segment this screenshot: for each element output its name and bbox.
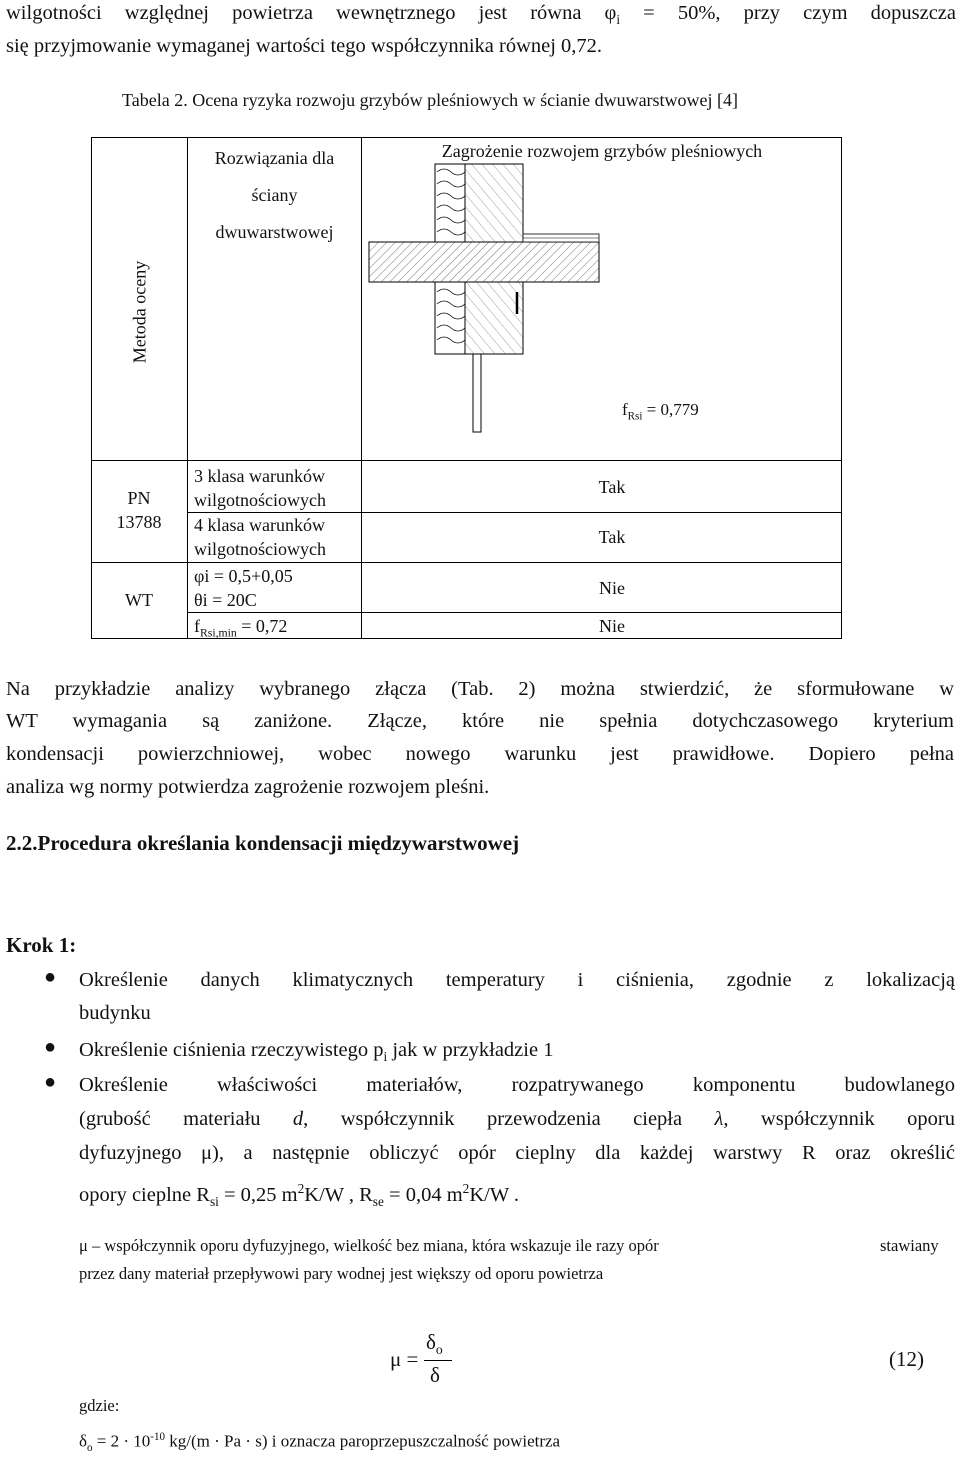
fraction-bar: [424, 1360, 452, 1361]
row-4-result: Nie: [599, 616, 625, 636]
bullet-3-line-1: Określenie właściwości materiałów, rozpatrywanego komponentu budowlanego: [79, 1074, 955, 1096]
bullet-3-line-2: (grubość materiału d, współczynnik przewodzenia ciepła λ, współczynnik oporu: [79, 1108, 955, 1130]
intro-line-1: wilgotności względnej powietrza wewnętrznego jest równa $\varphi_i = 50\%$, przy czym dopuszcza: [6, 2, 956, 28]
bullet-3-line-4: opory cieplne $R_{si} = 0,25$ $m^2K/W$ , $R_{se} = 0,04$ $m^2K/W$ .: [79, 1181, 520, 1209]
note-line-1-tail: stawiany: [880, 1236, 939, 1255]
formula-denominator: δ: [430, 1363, 440, 1387]
note-line-2: przez dany materiał przepływowi pary wodnej jest większy od oporu powietrza: [79, 1264, 604, 1283]
row-3-result: Nie: [599, 578, 625, 598]
paragraph-line-1: Na przykładzie analizy wybranego złącza (Tab. 2) można stwierdzić, że sformułowane w: [6, 678, 954, 700]
masonry-upper: [465, 164, 523, 242]
where-definition: $\delta_o = 2 \cdot 10^{-10}$ kg/(m · Pa · s) i oznacza paroprzepuszczalność powietrza: [79, 1431, 561, 1455]
floor-slab: [369, 242, 599, 282]
bullet-2: Określenie ciśnienia rzeczywistego $p_i$ jak w przykładzie 1: [79, 1039, 554, 1065]
formula-lhs: μ =: [390, 1347, 419, 1371]
formula-numerator: $\delta_o$: [426, 1330, 443, 1358]
table-caption: Tabela 2. Ocena ryzyka rozwoju grzybów pleśniowych w ścianie dwuwarstwowej [4]: [122, 90, 739, 110]
paragraph-line-4: analiza wg normy potwierdza zagrożenie rozwojem pleśni.: [6, 776, 490, 798]
row-2-condition: 4 klasa warunków wilgotnościowych: [194, 515, 326, 559]
row-2-result: Tak: [598, 527, 626, 547]
table-divider: [91, 460, 842, 461]
note-line-1: μ – współczynnik oporu dyfuzyjnego, wielkość bez miana, która wskazuje ile razy opór: [79, 1236, 659, 1255]
where-label: gdzie:: [79, 1396, 120, 1415]
frsi-value: $f_{Rsi} = 0,779$: [622, 400, 699, 423]
intro-line-2: się przyjmowanie wymaganej wartości tego współczynnika równej 0,72.: [6, 35, 603, 57]
bullet-dot: ●: [44, 1036, 57, 1058]
bullet-1-line-2: budynku: [79, 1002, 151, 1024]
step-label: Krok 1:: [6, 933, 77, 957]
paragraph-line-2: WT wymagania są zaniżone. Złącze, które nie spełnia dotychczasowego kryterium: [6, 710, 954, 732]
solutions-header: Rozwiązania dla ściany dwuwarstwowej: [214, 148, 335, 242]
method-wt: WT: [125, 590, 153, 610]
bullet-1-line-1: Określenie danych klimatycznych temperatury i ciśnienia, zgodnie z lokalizacją: [79, 969, 955, 991]
table-divider: [91, 562, 187, 563]
insulation-lower: [435, 282, 465, 354]
wall-junction-diagram: [365, 162, 605, 434]
table-divider: [361, 137, 362, 639]
row-1-result: Tak: [598, 477, 626, 497]
row-3-condition: φi = 0,5+0,05 θi = 20C: [194, 566, 293, 610]
row-1-condition: 3 klasa warunków wilgotnościowych: [194, 466, 326, 510]
masonry-lower: [465, 282, 523, 354]
table-divider: [187, 612, 842, 613]
row-4-condition: $f_{Rsi,min} = 0,72$: [194, 616, 288, 640]
formula-number: (12): [889, 1347, 924, 1371]
bullet-3-line-3: dyfuzyjnego μ), a następnie obliczyć opór cieplny dla każdej warstwy R oraz określić: [79, 1142, 955, 1164]
pipe: [473, 354, 481, 432]
method-pn: PN 13788: [116, 488, 162, 532]
bullet-dot: ●: [44, 1071, 57, 1093]
paragraph-line-3: kondensacji powierzchniowej, wobec nowego warunku jest prawidłowe. Dopiero pełna: [6, 743, 954, 765]
section-heading: 2.2.Procedura określania kondensacji międzywarstwowej: [6, 831, 520, 855]
bullet-dot: ●: [44, 966, 57, 988]
risk-header: Zagrożenie rozwojem grzybów pleśniowych: [441, 141, 763, 161]
table-divider: [187, 562, 842, 563]
